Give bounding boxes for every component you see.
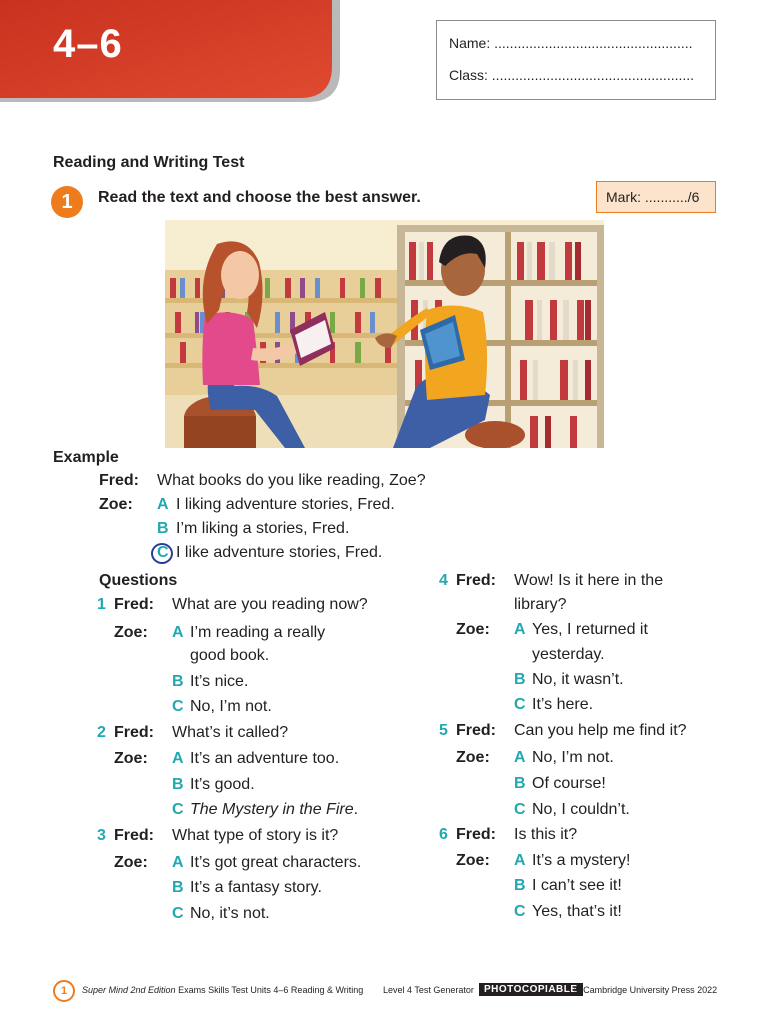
- question-speaker-zoe: Zoe:: [114, 854, 148, 871]
- example-heading: Example: [53, 449, 119, 466]
- option-letter-b[interactable]: B: [172, 673, 184, 690]
- footer-copyright: © Cambridge University Press 2022: [574, 985, 718, 995]
- test-title: Reading and Writing Test: [53, 154, 245, 171]
- page-number: 1: [53, 980, 75, 1002]
- book-title-period: .: [353, 801, 359, 818]
- option-text-b: I can’t see it!: [532, 877, 622, 894]
- book-title: The Mystery in the Fire: [190, 801, 354, 818]
- option-letter-a[interactable]: A: [514, 621, 526, 638]
- questions-heading: Questions: [99, 572, 178, 589]
- question-number: 4: [439, 572, 448, 589]
- example-option-letter-a: A: [157, 496, 169, 513]
- option-text-a-continued: good book.: [190, 647, 270, 664]
- exercise-instruction: Read the text and choose the best answer.: [98, 189, 421, 206]
- option-text-a-continued: yesterday.: [532, 646, 605, 663]
- library-illustration: [165, 220, 604, 448]
- option-text-c: No, I’m not.: [190, 698, 272, 715]
- option-letter-b[interactable]: B: [514, 671, 526, 688]
- question-speaker-fred: Fred:: [114, 724, 154, 741]
- option-letter-a[interactable]: A: [514, 749, 526, 766]
- footer-series: Super Mind 2nd Edition: [82, 985, 176, 995]
- example-option-text-a: I liking adventure stories, Fred.: [176, 496, 395, 513]
- option-letter-c[interactable]: C: [172, 905, 184, 922]
- question-speaker-zoe: Zoe:: [456, 852, 490, 869]
- example-option-text-c: I like adventure stories, Fred.: [176, 544, 383, 561]
- option-letter-a[interactable]: A: [172, 854, 184, 871]
- option-letter-c[interactable]: C: [514, 801, 526, 818]
- example-speaker-zoe: Zoe:: [99, 496, 133, 513]
- question-number: 1: [97, 596, 106, 613]
- option-letter-c[interactable]: C: [514, 696, 526, 713]
- question-speaker-fred: Fred:: [456, 826, 496, 843]
- name-class-box: [436, 20, 716, 100]
- option-text-b: No, it wasn’t.: [532, 671, 624, 688]
- option-text-c: No, it’s not.: [190, 905, 270, 922]
- question-speaker-fred: Fred:: [456, 572, 496, 589]
- class-field[interactable]: Class: ....................................................: [449, 67, 695, 83]
- option-text-a: Yes, I returned it: [532, 621, 648, 638]
- option-letter-c[interactable]: C: [172, 698, 184, 715]
- mark-box: Mark: .........../6: [596, 181, 716, 213]
- option-text-b: It’s good.: [190, 776, 255, 793]
- name-field[interactable]: Name: ...................................................: [449, 35, 693, 51]
- units-tab: [0, 0, 340, 102]
- question-speaker-fred: Fred:: [114, 827, 154, 844]
- option-letter-a[interactable]: A: [172, 750, 184, 767]
- question-speaker-zoe: Zoe:: [456, 749, 490, 766]
- option-letter-c[interactable]: C: [514, 903, 526, 920]
- question-text: What’s it called?: [172, 724, 289, 741]
- option-letter-c[interactable]: C: [172, 801, 184, 818]
- option-text-a: It’s an adventure too.: [190, 750, 340, 767]
- option-text-b: It’s nice.: [190, 673, 249, 690]
- footer-title: [82, 985, 363, 995]
- question-text: Is this it?: [514, 826, 578, 843]
- question-number: 2: [97, 724, 106, 741]
- option-letter-b[interactable]: B: [514, 877, 526, 894]
- question-speaker-zoe: Zoe:: [114, 750, 148, 767]
- question-text: What are you reading now?: [172, 596, 368, 613]
- option-text-c: Yes, that’s it!: [532, 903, 622, 920]
- option-letter-b[interactable]: B: [172, 776, 184, 793]
- option-letter-a[interactable]: A: [172, 624, 184, 641]
- footer-level: Level 4 Test Generator: [383, 985, 474, 995]
- question-speaker-fred: Fred:: [456, 722, 496, 739]
- photocopiable-badge: PHOTOCOPIABLE: [479, 983, 583, 996]
- example-option-letter-c: C: [157, 544, 169, 561]
- example-question: What books do you like reading, Zoe?: [157, 472, 426, 489]
- option-text-a: No, I’m not.: [532, 749, 614, 766]
- question-text: Can you help me find it?: [514, 722, 687, 739]
- footer-test-name: Exams Skills Test Units 4–6 Reading & Writing: [175, 985, 364, 995]
- example-option-letter-b: B: [157, 520, 169, 537]
- question-text: Wow! Is it here in the: [514, 572, 664, 589]
- example-option-text-b: I’m liking a stories, Fred.: [176, 520, 350, 537]
- back-bookshelf: [165, 270, 405, 395]
- example-speaker-fred: Fred:: [99, 472, 139, 489]
- option-text-c: It’s here.: [532, 696, 594, 713]
- option-text-b: It’s a fantasy story.: [190, 879, 322, 896]
- question-text-continued: library?: [514, 596, 567, 613]
- option-text-a: It’s a mystery!: [532, 852, 631, 869]
- option-text-c: [190, 801, 358, 819]
- option-text-b: Of course!: [532, 775, 606, 792]
- question-number: 3: [97, 827, 106, 844]
- question-number: 6: [439, 826, 448, 843]
- question-text: What type of story is it?: [172, 827, 339, 844]
- option-text-c: No, I couldn’t.: [532, 801, 630, 818]
- units-tab-shape: [0, 0, 340, 102]
- option-letter-a[interactable]: A: [514, 852, 526, 869]
- option-text-a: It’s got great characters.: [190, 854, 362, 871]
- option-letter-b[interactable]: B: [514, 775, 526, 792]
- question-speaker-zoe: Zoe:: [114, 624, 148, 641]
- option-text-a: I’m reading a really: [190, 624, 326, 641]
- question-number: 5: [439, 722, 448, 739]
- option-letter-b[interactable]: B: [172, 879, 184, 896]
- question-speaker-zoe: Zoe:: [456, 621, 490, 638]
- exercise-number-badge: 1: [51, 186, 83, 218]
- question-speaker-fred: Fred:: [114, 596, 154, 613]
- units-label: 4–6: [53, 22, 123, 66]
